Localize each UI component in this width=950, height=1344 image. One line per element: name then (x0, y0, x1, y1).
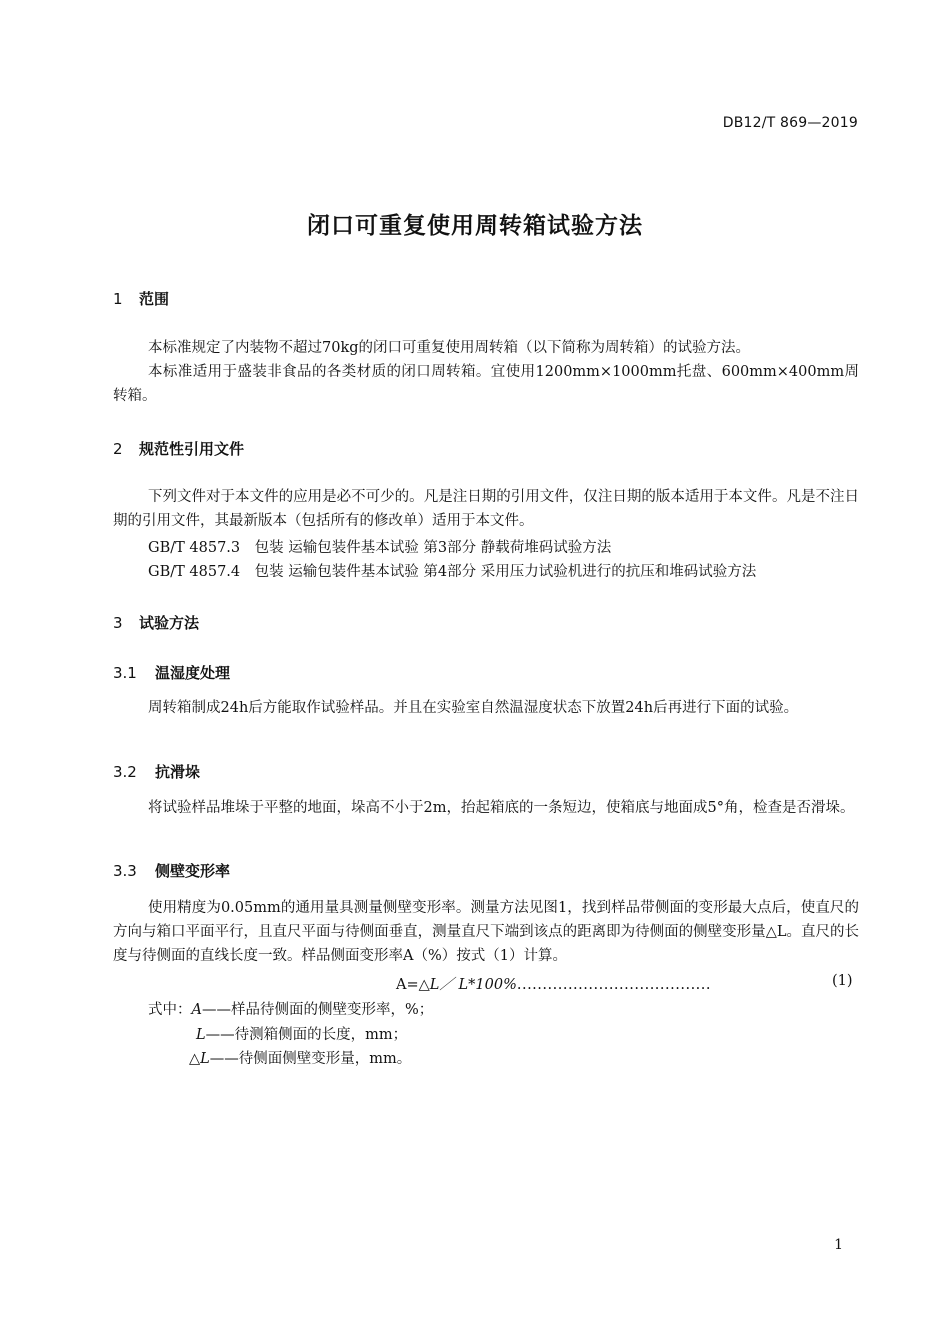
where-symbol: A (191, 1002, 202, 1018)
section-title: 规范性引用文件 (139, 440, 245, 458)
section-2-heading (113, 438, 244, 459)
where-line (189, 1047, 411, 1068)
section-number: 3 (113, 614, 123, 632)
subsection-3-2-heading (113, 761, 200, 782)
where-prefix: 式中： (148, 1002, 192, 1018)
section-number: 1 (113, 290, 123, 308)
section-1-paragraph-1: 本标准规定了内装物不超过70kg的闭口可重复使用周转箱（以下简称为周转箱）的试验方法。 (148, 340, 751, 356)
subsection-number: 3.3 (113, 862, 137, 880)
subsection-title: 抗滑垛 (155, 763, 201, 781)
formula-rhs: △L／ L*100% (418, 977, 517, 993)
subsection-title: 侧壁变形率 (155, 862, 231, 880)
normative-reference-item: GB/T 4857.3 包装 运输包装件基本试验 第3部分 静载荷堆码试验方法 (148, 540, 612, 556)
section-1-paragraph-2: 本标准适用于盛装非食品的各类材质的闭口周转箱。宜使用1200mm×1000mm托盘、600mm×400mm周转箱。 (113, 364, 859, 404)
subsection-number: 3.1 (113, 664, 137, 682)
subsection-title: 温湿度处理 (155, 664, 231, 682)
subsection-3-2-paragraph: 将试验样品堆垛于平整的地面，垛高不小于2m，抬起箱底的一条短边，使箱底与地面成5°角，检查是否滑垛。 (148, 800, 855, 816)
page-number: 1 (834, 1237, 843, 1253)
formula-lhs: A= (396, 977, 419, 993)
where-symbol: L (196, 1027, 206, 1043)
where-line (196, 1023, 407, 1044)
subsection-3-3-paragraph: 使用精度为0.05mm的通用量具测量侧壁变形率。测量方法见图1，找到样品带侧面的变形最大点后，使直尺的方向与箱口平面平行，且直尺平面与待侧面垂直，测量直尺下端到该点的距离即为待侧面的侧壁变形量△L。直尺的长度与待侧面的直线长度一致。样品侧面变形率A（%）按式（1）计算。 (113, 900, 859, 964)
section-title: 试验方法 (139, 614, 200, 632)
where-symbol: △L (189, 1051, 210, 1067)
document-title: 闭口可重复使用周转箱试验方法 (307, 213, 643, 239)
subsection-3-1-heading (113, 662, 230, 683)
subsection-number: 3.2 (113, 763, 137, 781)
where-description: ——待侧面侧壁变形量，mm。 (209, 1051, 412, 1067)
section-number: 2 (113, 440, 123, 458)
where-description: ——待测箱侧面的长度，mm； (205, 1027, 408, 1043)
subsection-3-3-heading (113, 860, 230, 881)
formula (396, 973, 711, 994)
formula-number: (1) (832, 973, 853, 989)
normative-reference-item: GB/T 4857.4 包装 运输包装件基本试验 第4部分 采用压力试验机进行的抗压和堆码试验方法 (148, 564, 757, 580)
formula-leader-dots: ...................................... (516, 977, 712, 993)
section-3-heading (113, 612, 199, 633)
section-title: 范围 (139, 290, 170, 308)
document-code: DB12/T 869—2019 (722, 115, 858, 131)
where-line (148, 998, 433, 1019)
section-2-paragraph-1: 下列文件对于本文件的应用是必不可少的。凡是注日期的引用文件，仅注日期的版本适用于本文件。凡是不注日期的引用文件，其最新版本（包括所有的修改单）适用于本文件。 (113, 489, 859, 529)
subsection-3-1-paragraph: 周转箱制成24h后方能取作试验样品。并且在实验室自然温湿度状态下放置24h后再进行下面的试验。 (148, 700, 799, 716)
section-1-heading (113, 288, 169, 309)
where-description: ——样品待侧面的侧壁变形率，%； (201, 1002, 434, 1018)
